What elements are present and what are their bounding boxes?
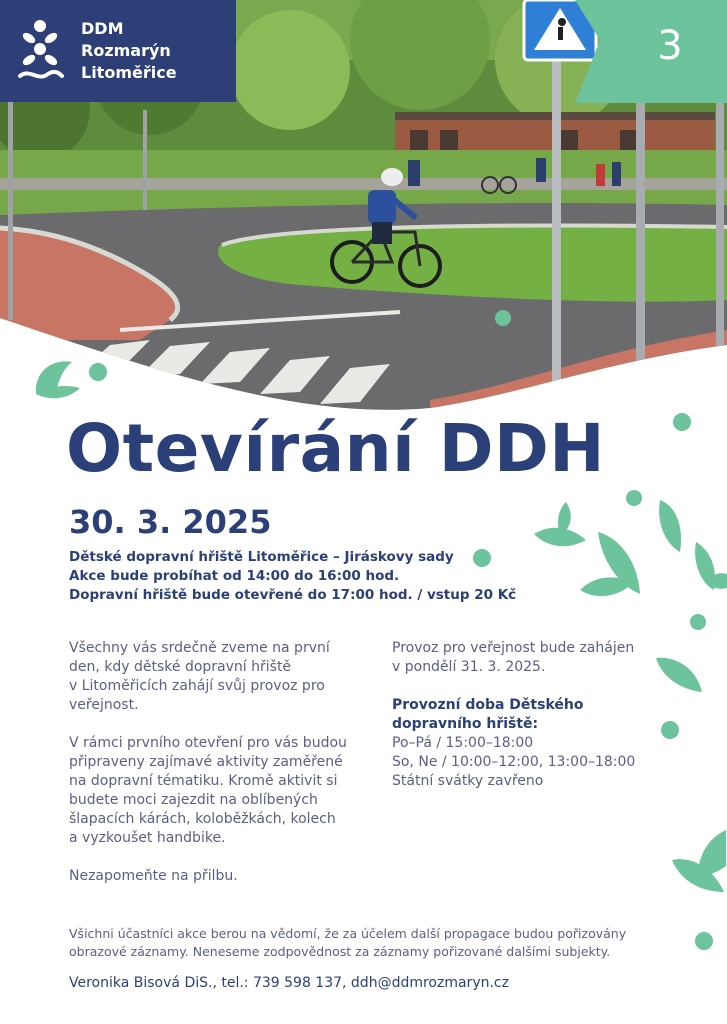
left-column [69, 639, 369, 905]
logo-icon [16, 16, 64, 86]
event-location: Dětské dopravní hřiště Litoměřice – Jiráskovy sady [69, 549, 454, 565]
organization-name [81, 18, 177, 84]
hours-holidays: Státní svátky zavřeno [392, 773, 544, 789]
text-line: na dopravní tématiku. Kromě aktivit si [69, 773, 338, 789]
hours-weekdays: Po–Pá / 15:00–18:00 [392, 735, 534, 751]
leaf-decoration-icon [668, 826, 727, 898]
organization-line1: DDM [81, 19, 124, 38]
text-line: obrazové záznamy. Neneseme zodpovědnost za záznamy pořizované dalšími subjekty. [69, 944, 611, 959]
invitation-paragraph [69, 639, 369, 715]
text-line: Nezapomeňte na přilbu. [69, 868, 238, 884]
opening-hours-heading [392, 696, 692, 734]
leaf-decoration-icon [652, 496, 688, 556]
dot-decoration-icon [688, 612, 708, 632]
text-line: Provozní doba Dětského [392, 697, 584, 713]
page-title: Otevírání DDH [66, 410, 606, 487]
event-details [69, 548, 516, 605]
text-line: veřejnost. [69, 697, 139, 713]
page-number: 3 [657, 23, 683, 69]
organization-line2: Rozmarýn [81, 41, 171, 60]
opening-hours [392, 696, 692, 791]
activities-paragraph [69, 734, 369, 848]
text-line: v Litoměřicích zahájí svůj provoz pro [69, 678, 325, 694]
text-line: v pondělí 31. 3. 2025. [392, 659, 546, 675]
hours-weekend: So, Ne / 10:00–12:00, 13:00–18:00 [392, 754, 636, 770]
dot-decoration-icon [624, 488, 644, 508]
text-line: Provoz pro veřejnost bude zahájen [392, 640, 635, 656]
dot-decoration-icon [694, 931, 714, 951]
text-line: dopravního hřiště: [392, 716, 539, 732]
leaf-decoration-icon [688, 538, 727, 594]
text-line: připraveny zajímavé aktivity zaměřené [69, 754, 343, 770]
text-line: Všechny vás srdečně zveme na první [69, 640, 330, 656]
contact-info: Veronika Bisová DiS., tel.: 739 598 137, ddh@ddmrozmaryn.cz [69, 975, 509, 991]
public-opening-paragraph [392, 639, 692, 677]
leaf-decoration-icon [576, 528, 646, 602]
text-line: a vyzkoušet handbike. [69, 830, 226, 846]
leaf-decoration-icon [30, 348, 90, 404]
text-line: Všichni účastníci akce berou na vědomí, že za účelem další propagace budou pořizovány [69, 926, 627, 941]
dot-decoration-icon [88, 362, 108, 382]
text-line: budete moci zajezdit na oblíbených [69, 792, 318, 808]
event-time: Akce bude probíhat od 14:00 do 16:00 hod. [69, 568, 400, 584]
organization-line3: Litoměřice [81, 63, 177, 82]
event-opening-hours: Dopravní hřiště bude otevřené do 17:00 hod. / vstup 20 Kč [69, 587, 517, 603]
logo-box [0, 0, 236, 102]
text-line: V rámci prvního otevření pro vás budou [69, 735, 347, 751]
dot-decoration-icon [672, 412, 692, 432]
disclaimer [69, 925, 626, 961]
text-line: šlapacích kárách, koloběžkách, kolech [69, 811, 336, 827]
helmet-reminder [69, 867, 369, 886]
right-column [392, 639, 692, 810]
text-line: den, kdy dětské dopravní hřiště [69, 659, 292, 675]
event-date: 30. 3. 2025 [69, 503, 272, 541]
